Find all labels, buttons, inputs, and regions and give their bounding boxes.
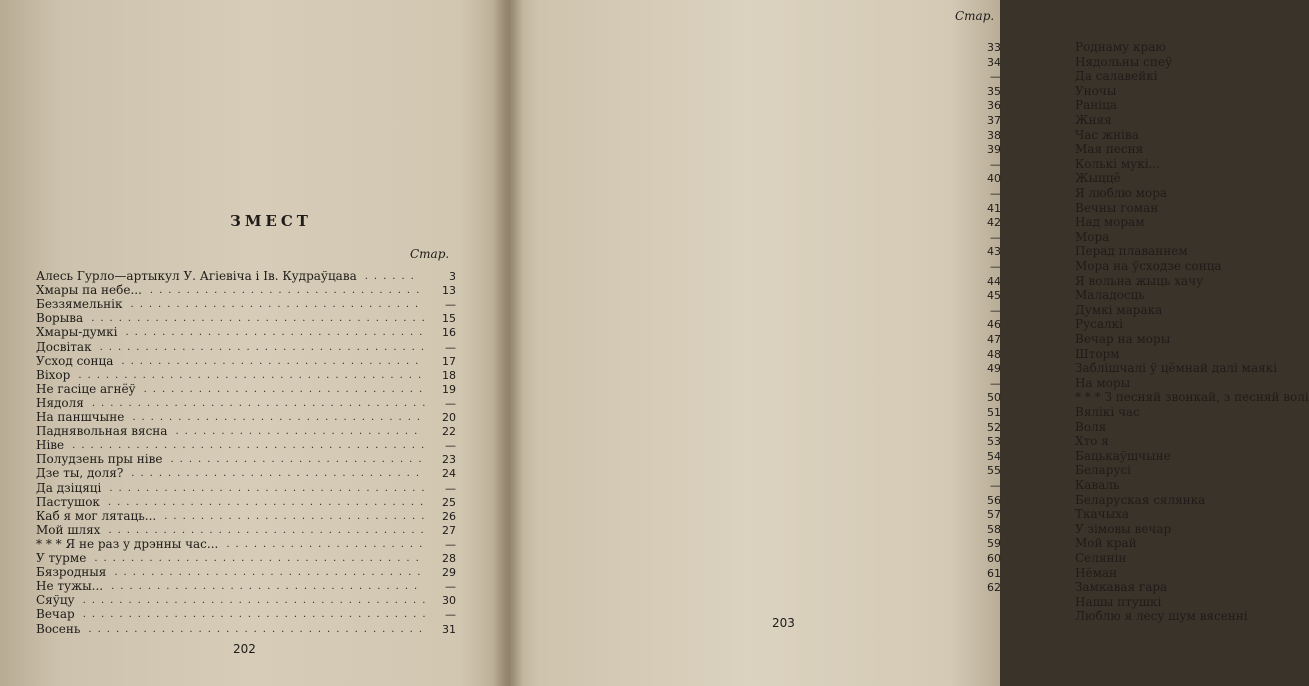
toc-entry-title: Люблю я лесу шум вясенні [1075,609,1248,624]
toc-entry [987,492,1206,508]
toc-entry [990,302,1163,318]
toc-entry [36,537,456,552]
toc-entry-title: Мой край [1075,536,1137,551]
toc-entry-page: 54 [987,449,1001,463]
toc-entry-page: 61 [987,566,1001,580]
toc-leader-dots: ................................. [125,327,429,339]
toc-entry-title: Не гасіце агнёў [36,381,136,396]
toc-entry-title: Маладосць [1075,288,1145,303]
toc-entry-title: Алесь Гурло—артыкул У. Агіевіча і Ів. Кудраўцава [36,269,357,283]
toc-entry [990,259,1222,274]
toc-entry-page: 3 [449,270,456,283]
toc-entry-title: Беларусі [1075,463,1131,478]
toc-entry-title: Хмары па небе... [36,283,142,298]
toc-entry-page: — [990,479,1001,492]
toc-entry-title: Над морам [1075,215,1145,230]
toc-entry [36,466,456,481]
toc-entry [990,375,1131,391]
toc-entry-page: 60 [987,552,1001,565]
toc-entry-title: Беларуская сялянка [1075,492,1206,507]
toc-entry-title: Мая песня [1075,142,1144,157]
toc-entry-page: — [445,580,456,594]
toc-entry-page: 50 [987,391,1001,405]
toc-entry-page: 26 [442,509,456,523]
toc-entry-page: 57 [987,508,1001,522]
page-column-label: Стар. [955,9,995,23]
toc-entry-title: Мора на ўсходзе сонца [1075,259,1222,273]
toc-entry-title: У турме [36,551,87,565]
toc-entry [987,405,1140,420]
toc-entry [990,69,1158,84]
toc-leader-dots: ....................................... [72,440,431,452]
toc-entry-title: Да салавейкі [1075,69,1158,84]
toc-entry-title: * * * З песняй звонкай, з песняй волі [1075,390,1309,405]
toc-entry-title: Усход сонца [36,353,114,368]
toc-entry-title: Нёман [1075,565,1118,580]
toc-entry-title: Шторм [1075,346,1120,361]
toc-entry-title: Селянін [1075,551,1127,565]
toc-entry-page: 39 [987,143,1001,157]
toc-leader-dots: ...................................... [82,595,432,607]
toc-entry-page: 19 [442,382,456,396]
toc-entry-title: Жыццё [1075,171,1121,186]
toc-entry [36,269,456,284]
toc-entry [36,509,456,524]
toc-leader-dots: .................................. [111,581,424,593]
toc-entry-page: 31 [442,622,456,636]
toc-leader-dots: ...................................... [82,609,432,621]
toc-entry-title: Сяўцу [36,593,75,608]
toc-heading: ЗМЕСТ [230,212,312,230]
toc-entry [987,171,1121,186]
toc-leader-dots: ..................................... [91,313,431,325]
toc-entry-page: — [990,187,1001,200]
toc-entry-page: 35 [987,84,1001,98]
toc-entry-page: 62 [987,581,1001,595]
toc-entry [36,593,456,608]
toc-leader-dots: ............................... [143,383,429,395]
toc-entry-page: — [990,376,1001,390]
toc-entry-title: Раніца [1075,98,1117,113]
toc-leader-dots: ...................... [226,538,429,550]
toc-entry-page: 29 [442,566,456,580]
toc-entry [987,463,1131,478]
toc-entry-page: 40 [987,172,1001,186]
toc-entry-page: 16 [442,326,456,340]
toc-entry-title: Вечар на моры [1075,332,1171,346]
toc-entry [987,346,1120,362]
toc-entry [36,396,456,411]
toc-entry-title: Ворыва [36,311,84,326]
toc-entry [987,113,1112,128]
toc-entry-page: 55 [987,464,1001,478]
toc-leader-dots: ..................................... [88,623,429,635]
toc-entry-page: 53 [987,435,1001,449]
toc-entry-title: Паднявольная вясна [36,424,168,439]
toc-leader-dots: ................................... [107,496,430,508]
toc-entry-page: 59 [987,537,1001,551]
toc-entry [36,551,456,566]
toc-entry-title: Бязродныя [36,565,107,580]
toc-entry-page: 27 [442,523,456,537]
toc-entry-title: Дзе ты, доля? [36,466,124,481]
toc-entry [987,40,1166,55]
toc-entry [987,215,1145,230]
toc-entry-title: Думкі марака [1075,302,1163,317]
toc-entry-page: 44 [987,274,1001,288]
toc-entry [36,424,456,439]
toc-entry-title: Вечны гоман [1075,200,1159,215]
toc-entry-page: 37 [987,114,1001,127]
toc-entry [36,340,456,355]
toc-entry-title: Віхор [36,367,71,382]
toc-leader-dots: ................................ [131,468,425,480]
toc-entry-page: 48 [987,347,1001,361]
toc-entry-page: 28 [442,552,456,565]
toc-entry-title: На моры [1075,375,1131,390]
toc-entry [987,98,1117,113]
toc-entry-title: Час жніва [1075,127,1139,142]
toc-entry-title: Досвітак [36,339,92,354]
toc-entry-title: * * * Я не раз у дрэнны час... [36,536,219,551]
toc-entry-page: — [990,303,1001,317]
toc-entry-page: 41 [987,201,1001,215]
toc-entry-title: Заблішчалі ў цёмнай далі маякі [1075,361,1278,376]
toc-entry [36,452,456,467]
toc-entry-page: 47 [987,333,1001,346]
toc-entry-title: Я люблю мора [1075,186,1168,200]
toc-entry-title: Пастушок [36,494,100,509]
toc-entry-title: Ткачыха [1075,507,1130,522]
toc-leader-dots: ................................... [108,524,430,536]
toc-entry-title: Беззямельнік [36,297,123,312]
toc-entry-page: 36 [987,99,1001,113]
toc-entry [987,580,1168,595]
toc-leader-dots: .................................... [99,341,431,353]
toc-entry-page: 43 [987,245,1001,259]
toc-entry-page: 24 [442,467,456,481]
toc-entry [987,142,1144,157]
toc-entry-page: 58 [987,522,1001,536]
toc-entry [1075,595,1161,610]
toc-entry [36,607,456,622]
toc-entry [987,565,1118,581]
toc-entry-page: — [990,70,1001,84]
toc-entry [987,127,1139,143]
toc-entry-title: Нядольны спеў [1075,54,1173,69]
toc-entry-page: 38 [987,128,1001,142]
toc-entry-title: Вечар [36,607,75,622]
toc-entry-page: 52 [987,420,1001,434]
toc-entry-page: — [445,537,456,551]
toc-entry-page: — [445,340,456,354]
toc-entry [36,523,456,538]
toc-entry-page: 30 [442,594,456,608]
toc-entry-page: 33 [987,41,1001,54]
toc-entry-page: 49 [987,362,1001,376]
toc-entry-page: — [445,481,456,495]
toc-entry [987,448,1171,464]
toc-entry [987,200,1159,216]
toc-entry [987,83,1117,99]
toc-entry [36,579,456,594]
toc-entry [987,361,1278,376]
toc-entry-page: — [990,260,1001,273]
toc-entry [990,186,1168,201]
toc-entry-title: Восень [36,621,81,636]
toc-entry [36,438,456,453]
toc-entry [987,551,1127,566]
toc-entry-page: 17 [442,354,456,368]
toc-entry-title: Вялікі час [1075,405,1140,419]
toc-entry-page: 25 [442,495,456,509]
toc-entry-page: 45 [987,289,1001,303]
toc-entry [36,495,456,510]
toc-entry [36,325,456,340]
toc-entry [987,390,1309,405]
toc-entry-page: — [445,298,456,312]
toc-entry-title: На паншчыне [36,410,125,424]
toc-entry-page: 22 [442,425,456,439]
toc-entry-page: 20 [442,411,456,424]
right-page [510,0,1309,686]
toc-entry [987,317,1123,332]
toc-entry-title: У зімовы вечар [1075,521,1172,536]
toc-entry-page: 18 [442,368,456,382]
toc-entry [36,481,456,496]
toc-entry [987,536,1137,551]
toc-entry-title: Замкавая гара [1075,580,1168,595]
toc-entry-page: 42 [987,216,1001,230]
toc-leader-dots: ...................................... [78,369,428,381]
page-number-right: 203 [772,616,795,630]
toc-leader-dots: ...... [364,271,420,282]
toc-entry [36,622,456,637]
toc-leader-dots: ................................... [109,482,431,494]
toc-entry [990,156,1160,172]
toc-entry [987,419,1107,435]
toc-entry-title: Хмары-думкі [36,325,118,340]
toc-entry [987,521,1172,537]
toc-entry-page: 23 [442,453,456,467]
toc-entry-title: Нядоля [36,395,84,410]
toc-entry-page: — [445,439,456,453]
toc-entry [36,565,456,580]
page-number-left: 202 [233,642,256,656]
toc-entry-page: — [990,157,1001,171]
toc-entry-page: — [445,608,456,622]
toc-entry-title: Жняя [1075,113,1112,127]
page-column-label: Стар. [410,247,450,261]
toc-entry-page: 56 [987,493,1001,507]
toc-entry-page: 34 [987,55,1001,69]
toc-entry-title: Хто я [1075,434,1109,449]
toc-leader-dots: .................................... [94,553,425,564]
toc-entry [36,354,456,369]
toc-entry-title: Я вольна жыць хачу [1075,273,1204,288]
toc-entry [1075,609,1248,624]
toc-entry-title: Нашы птушкі [1075,594,1162,609]
toc-entry [36,283,456,298]
toc-entry-title: Воля [1075,419,1107,434]
toc-entry-title: Мой шлях [36,522,101,537]
toc-leader-dots: ..................................... [91,397,432,409]
toc-entry-title: Полудзень пры ніве [36,452,163,467]
toc-entry-title: Бацькаўшчыне [1075,448,1171,463]
toc-entry-page: — [445,396,456,410]
toc-entry [987,507,1130,522]
toc-entry [987,288,1145,303]
toc-entry-page: — [990,230,1001,244]
toc-entry-title: Не тужы... [36,579,104,594]
toc-entry [987,332,1171,347]
toc-entry-title: Роднаму краю [1075,40,1166,54]
toc-entry-title: Каваль [1075,478,1120,492]
toc-entry [987,244,1188,259]
toc-leader-dots: ................................ [130,299,425,311]
toc-leader-dots: ................................ [132,412,427,423]
toc-entry-title: Мора [1075,229,1110,244]
toc-entry-title: Русалкі [1075,317,1123,332]
toc-entry [987,54,1173,70]
toc-leader-dots: .................................. [114,567,427,579]
toc-leader-dots: ............................. [164,510,431,522]
toc-entry-page: 46 [987,318,1001,332]
toc-leader-dots: ........................... [175,426,424,438]
left-page [0,0,505,686]
toc-entry-title: Ніве [36,438,65,453]
toc-entry [36,410,456,425]
toc-entry-page: 51 [987,406,1001,419]
toc-entry [987,434,1109,449]
toc-leader-dots: .............................. [149,285,426,297]
toc-entry-title: Каб я мог лятаць... [36,508,157,523]
toc-entry [36,311,456,326]
toc-entry [36,368,456,383]
toc-entry-title: Да дзіцяці [36,480,102,495]
toc-entry [987,273,1204,289]
toc-entry-page: 13 [442,284,456,298]
toc-entry [990,229,1110,245]
toc-entry-page: 15 [442,312,456,326]
toc-entry-title: Колькі мукі... [1075,156,1160,171]
toc-leader-dots: ............................ [170,454,428,466]
toc-leader-dots: ................................. [121,355,425,367]
toc-entry [990,478,1120,493]
toc-entry-title: Уночы [1075,83,1117,98]
toc-entry [36,382,456,397]
toc-entry-title: Перад плаваннем [1075,244,1188,259]
toc-entry [36,297,456,312]
